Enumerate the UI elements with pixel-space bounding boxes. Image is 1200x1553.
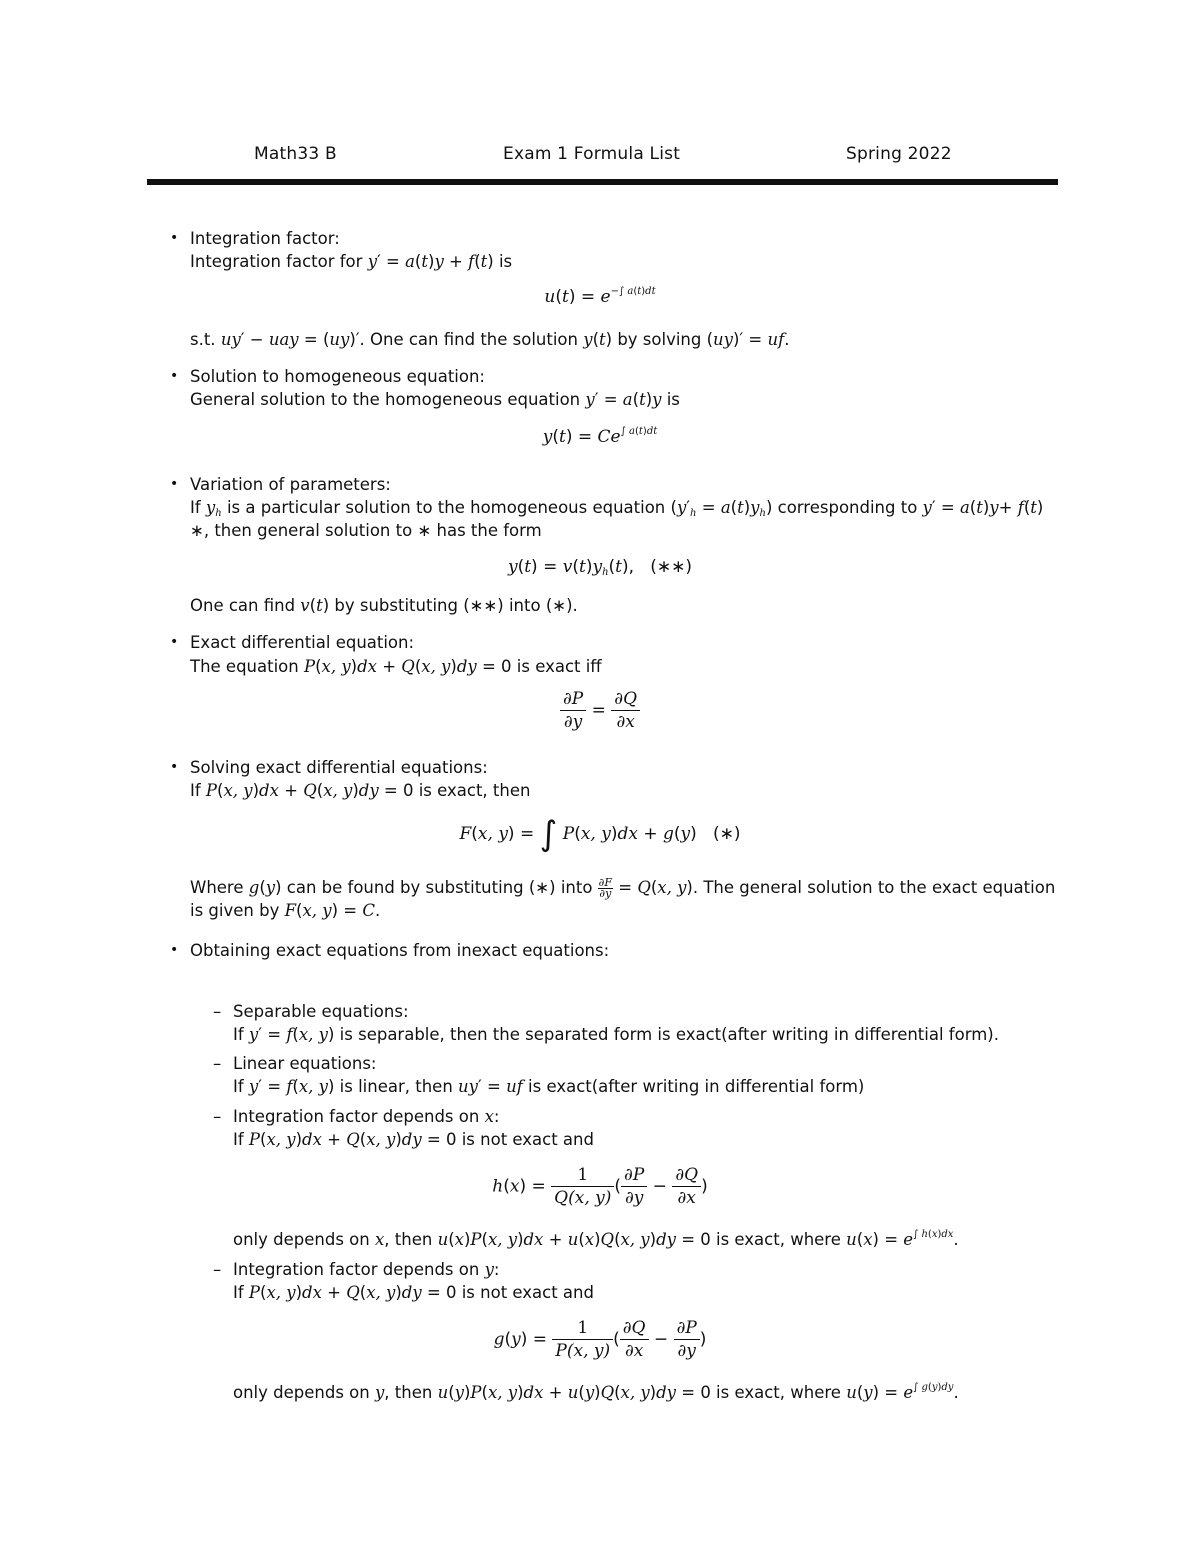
item-4-text: The equation P(x, y)dx + Q(x, y)dy = 0 is exact iff	[190, 657, 602, 676]
header-rule	[147, 179, 1058, 185]
sub-3-heading: Integration factor depends on x:	[233, 1107, 500, 1126]
bullet: •	[170, 634, 179, 650]
item-1-text: Integration factor for y′ = a(t)y + f(t) is	[190, 252, 513, 271]
sub-1-text: If y′ = f(x, y) is separable, then the separated form is exact(after writing in differential form).	[233, 1025, 999, 1044]
dash: –	[213, 1107, 222, 1126]
item-5-heading: Solving exact differential equations:	[190, 758, 488, 777]
sub-4-text: If P(x, y)dx + Q(x, y)dy = 0 is not exact and	[233, 1283, 594, 1302]
item-5-equation: F(x, y) = ∫ P(x, y)dx + g(y) (∗)	[459, 814, 741, 854]
sub-3-text: If P(x, y)dx + Q(x, y)dy = 0 is not exact and	[233, 1130, 594, 1149]
item-2-equation: $y(t) = Ce^{\int a(t)dt}$	[542, 426, 658, 447]
sub-3-equation: h(x) = $\frac{1}{Q(x, y)}$ ( $\frac{\partial P}{\partial y}$ − $\frac{\partial Q}{\partial x}$ )	[492, 1165, 708, 1208]
dash: –	[213, 1260, 222, 1279]
item-4-heading: Exact differential equation:	[190, 633, 415, 652]
item-3-after: One can find v(t) by substituting (∗∗) into (∗).	[190, 596, 578, 615]
bullet: •	[170, 942, 179, 958]
item-1-equation: $u(t) = e^{-\int a(t)dt}$	[544, 286, 656, 307]
sub-1-heading: Separable equations:	[233, 1002, 409, 1021]
course-label: Math33 B	[254, 144, 337, 164]
item-4-equation: $\frac{\partial P}{\partial y}$ = $\frac{\partial Q}{\partial x}$	[0, 688, 1200, 733]
item-2-heading: Solution to homogeneous equation:	[190, 367, 485, 386]
item-1-after: s.t. uy′ − uay = (uy)′. One can find the solution y(t) by solving (uy)′ = uf.	[190, 330, 790, 349]
sub-2-text: If y′ = f(x, y) is linear, then uy′ = uf is exact(after writing in differential form)	[233, 1077, 865, 1096]
sub-4-heading: Integration factor depends on y:	[233, 1260, 500, 1279]
dash: –	[213, 1054, 222, 1073]
item-5-after: Where g(y) can be found by substituting (∗) into $\frac{\partial F}{\partial y}$ = Q(x, y). The general solution to the exact equation is given by F(x, y) = C.	[190, 876, 1056, 920]
sub-4-equation: g(y) = $\frac{1}{P(x, y)}$ ( $\frac{\partial Q}{\partial x}$ − $\frac{\partial P}{\partial y}$ )	[493, 1318, 707, 1361]
item-5-text: If P(x, y)dx + Q(x, y)dy = 0 is exact, then	[190, 781, 531, 800]
item-3-text: If $y_h$ is a particular solution to the homogeneous equation $(y'_h = a(t)y_h)$ corresponding to y′ = a(t)y+ f(t) ∗, then general solution to ∗ has the form	[190, 498, 1054, 540]
sub-3-after: only depends on x, then u(x)P(x, y)dx + u(x)Q(x, y)dy = 0 is exact, where $u(x) = e^{\int h(x)dx}$.	[233, 1229, 959, 1249]
bullet: •	[170, 230, 179, 246]
item-2-text: General solution to the homogeneous equation y′ = a(t)y is	[190, 390, 680, 409]
item-3-heading: Variation of parameters:	[190, 475, 391, 494]
item-3-equation: $y(t) = v(t)y_h(t)$, (∗∗)	[507, 557, 693, 578]
dash: –	[213, 1002, 222, 1021]
item-6-heading: Obtaining exact equations from inexact equations:	[190, 941, 610, 960]
sub-4-after: only depends on y, then u(y)P(x, y)dx + u(y)Q(x, y)dy = 0 is exact, where $u(y) = e^{\int g(y)dy}$.	[233, 1382, 959, 1402]
term-label: Spring 2022	[846, 144, 952, 164]
bullet: •	[170, 368, 179, 384]
document-title: Exam 1 Formula List	[503, 144, 681, 164]
bullet: •	[170, 476, 179, 492]
bullet: •	[170, 759, 179, 775]
sub-2-heading: Linear equations:	[233, 1054, 377, 1073]
item-1-heading: Integration factor:	[190, 229, 340, 248]
